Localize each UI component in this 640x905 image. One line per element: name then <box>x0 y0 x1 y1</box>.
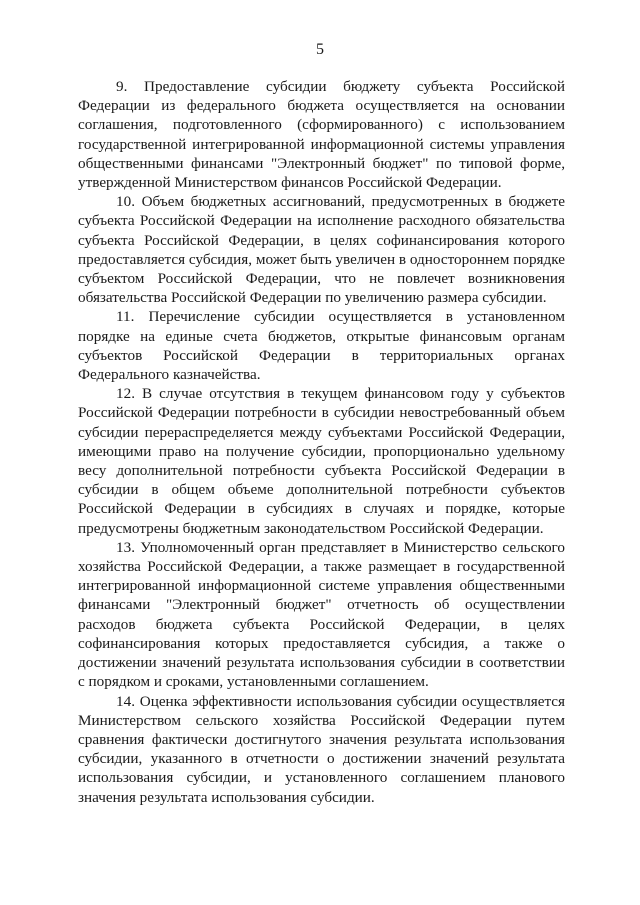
paragraph-9: 9. Предоставление субсидии бюджету субъекта Российской Федерации из федерального бюджета осуществляется на основании соглашения, подготовленного (сформированного) с использованием государственной интегрированной информационной системы управления общественными финансами "Электронный бюджет" по типовой форме, утвержденной Министерством финансов Российской Федерации. <box>78 78 565 192</box>
page-number: 5 <box>316 41 324 58</box>
paragraph-12: 12. В случае отсутствия в текущем финансовом году у субъектов Российской Федерации потребности в субсидии невостребованный объем субсидии перераспределяется между субъектами Российской Федерации, имеющими право на получение субсидии, пропорционально удельному весу дополнительной потребности субъекта Российской Федерации в субсидии в общем объеме дополнительной потребности субъектов Российской Федерации в субсидиях в случаях и порядке, которые предусмотрены бюджетным законодательством Российской Федерации. <box>78 385 565 537</box>
paragraph-10: 10. Объем бюджетных ассигнований, предусмотренных в бюджете субъекта Российской Федерации на исполнение расходного обязательства субъекта Российской Федерации, в целях софинансирования которого предоставляется субсидия, может быть увеличен в одностороннем порядке субъектом Российской Федерации, что не повлечет возникновения обязательства Российской Федерации по увеличению размера субсидии. <box>78 193 565 307</box>
paragraph-13: 13. Уполномоченный орган представляет в Министерство сельского хозяйства Российской Федерации, а также размещает в государственной интегрированной информационной системе управления общественными финансами "Электронный бюджет" отчетность об осуществлении расходов бюджета субъекта Российской Федерации, в целях софинансирования которых предоставляется субсидия, а также о достижении значений результата использования субсидии в соответствии с порядком и сроками, установленными соглашением. <box>78 538 565 691</box>
paragraph-14: 14. Оценка эффективности использования субсидии осуществляется Министерством сельского хозяйства Российской Федерации путем сравнения фактически достигнутого значения результата использования субсидии, указанного в отчетности о достижении значений результата использования субсидии, и установленного соглашением планового значения результата использования субсидии. <box>78 692 565 806</box>
document-body <box>78 77 565 807</box>
paragraph-11: 11. Перечисление субсидии осуществляется в установленном порядке на единые счета бюджетов, открытые финансовым органам субъектов Российской Федерации в территориальных органах Федерального казначейства. <box>78 308 565 384</box>
